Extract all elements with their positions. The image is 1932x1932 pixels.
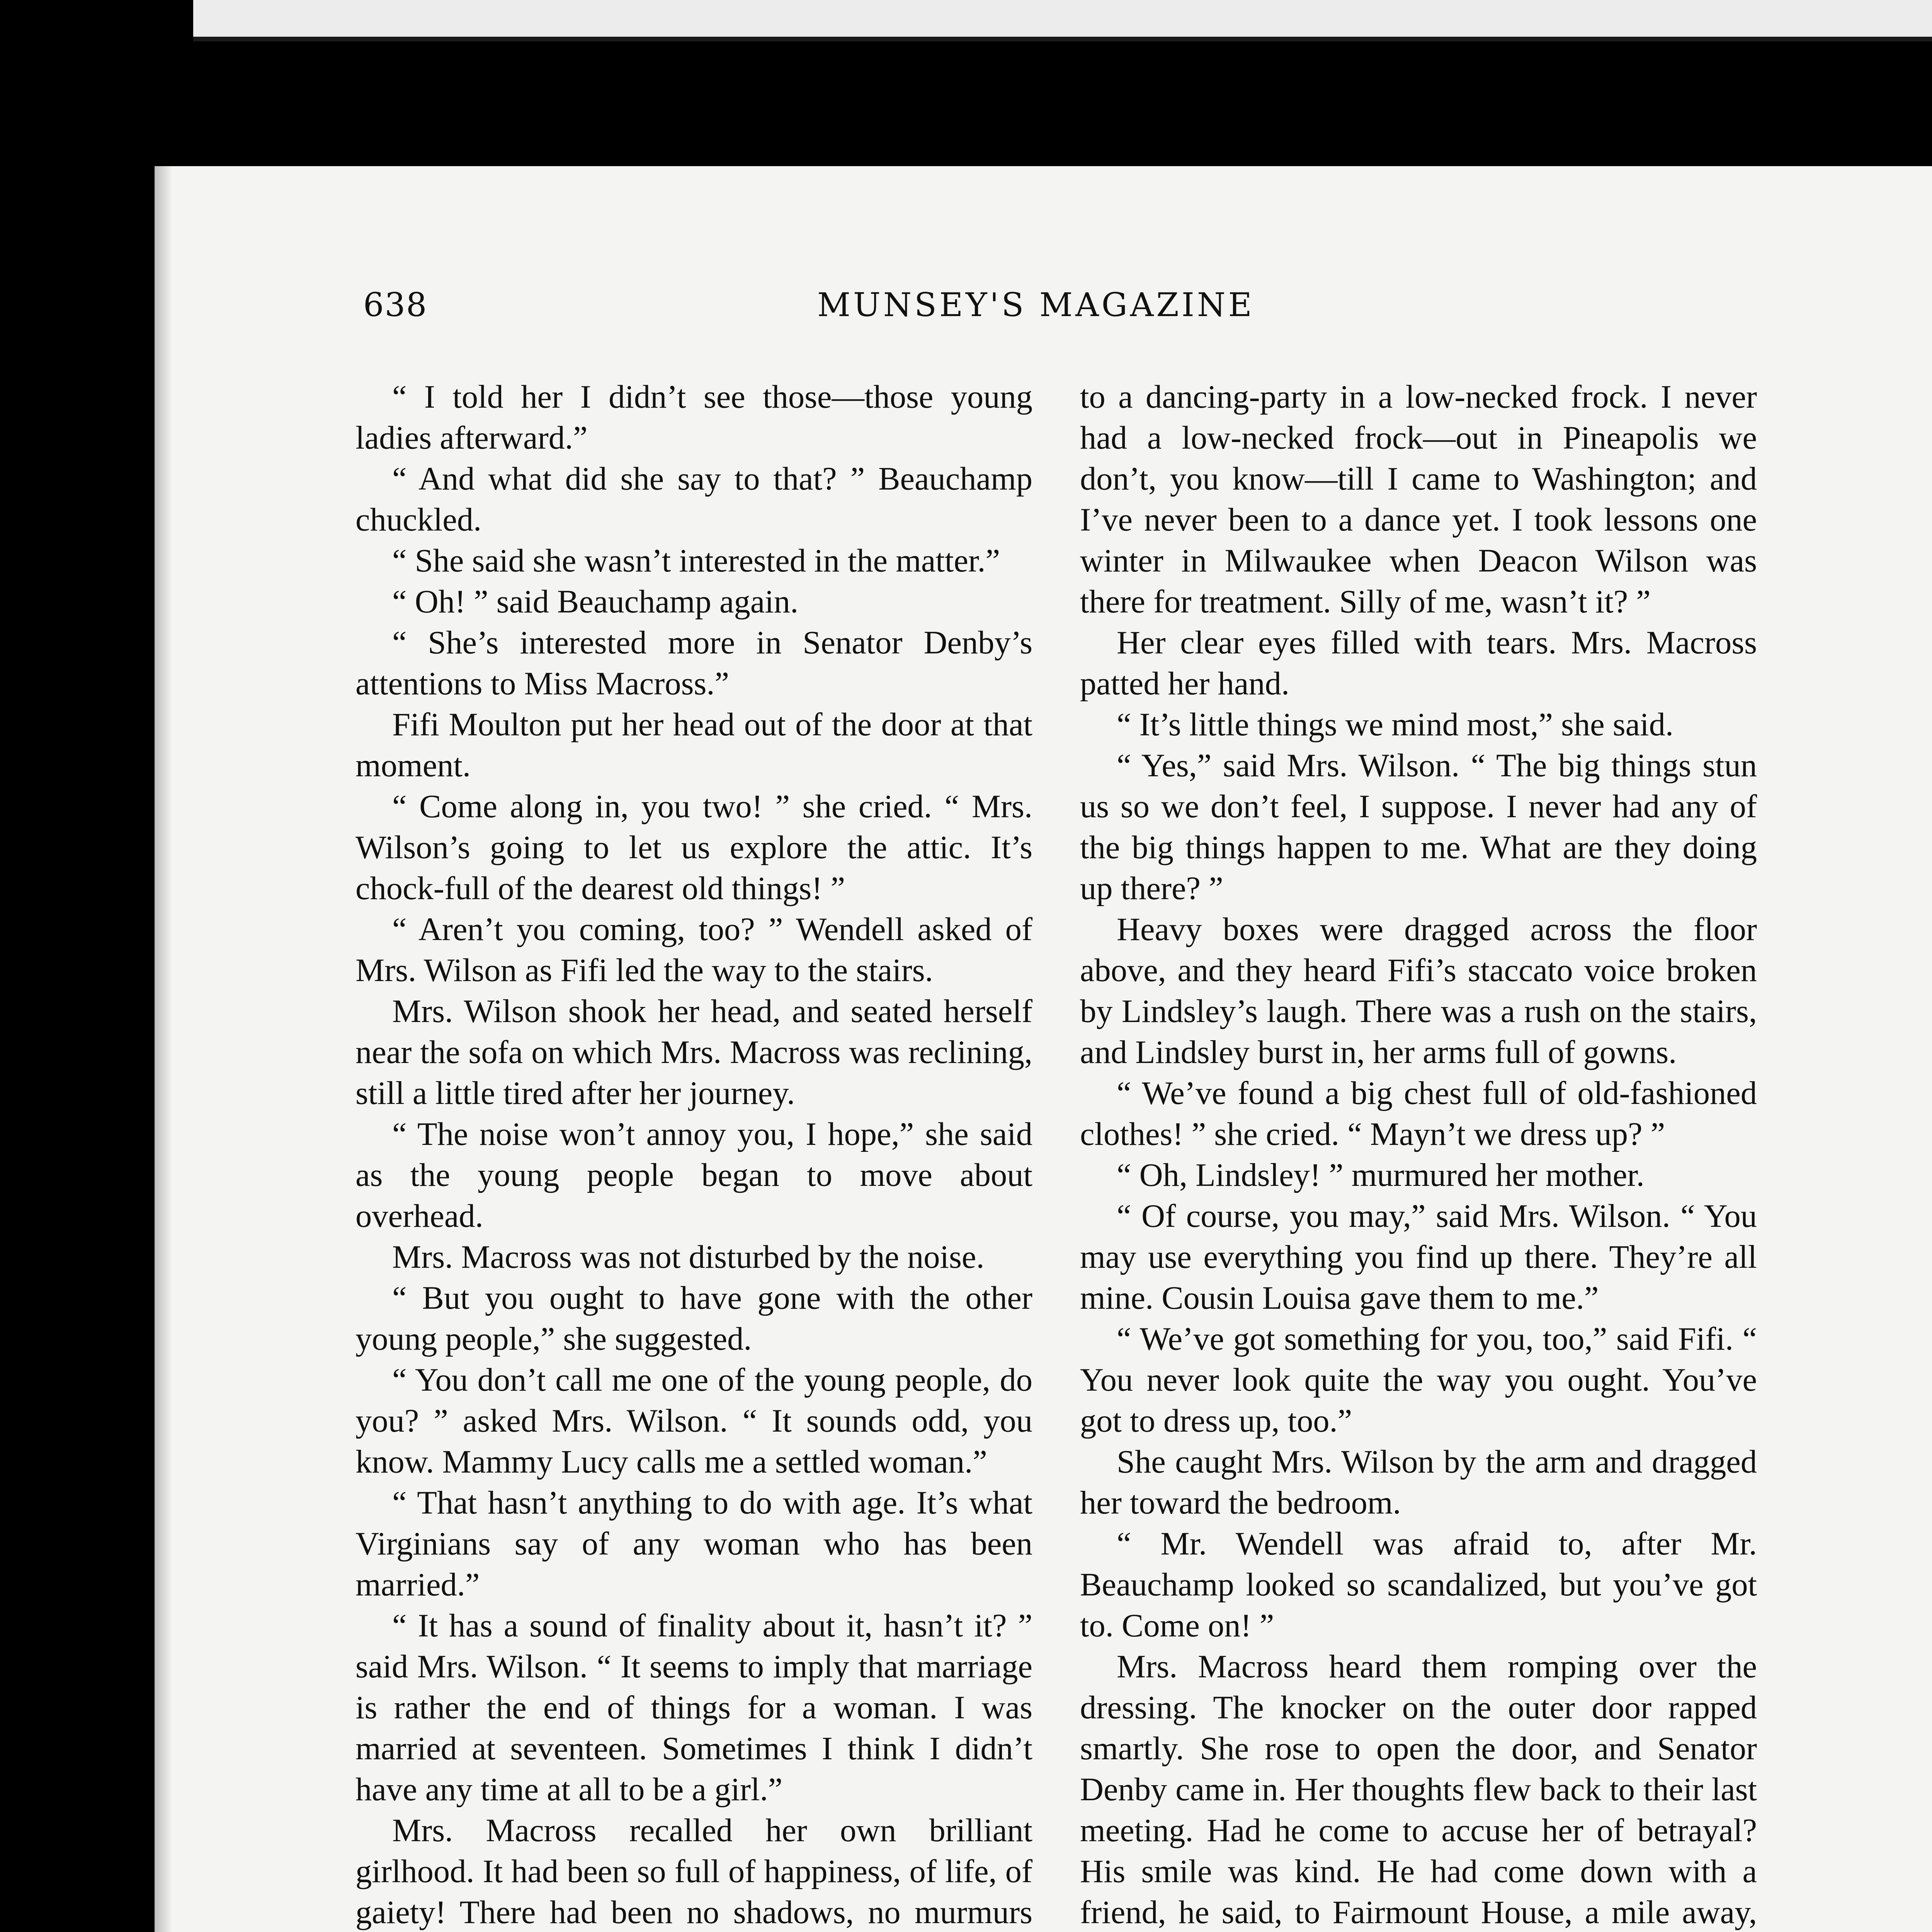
- paragraph: Mrs. Macross heard them romping over the dressing. The knocker on the outer door rapped smartly. She rose to open the door, and Senator Denby came in. Her thoughts flew back to their last meeting. Had he come to accuse her of betrayal? His smile was kind. He had come down with a friend, he said, to Fairmount House, a mile away,: [1080, 1649, 1757, 1930]
- page-left-shadow: [155, 166, 172, 1932]
- page-header: [363, 286, 1341, 332]
- paragraph: “ You don’t call me one of the young people, do you? ” asked Mrs. Wilson. “ It sounds odd, you know. Mammy Lucy calls me a settled woman.”: [355, 1362, 1032, 1480]
- page-number: 638: [363, 286, 428, 324]
- paragraph: “ It’s little things we mind most,” she said.: [1117, 707, 1674, 743]
- paragraph: “ We’ve got something for you, too,” said Fifi. “ You never look quite the way you ought. You’ve got to dress up, too.”: [1080, 1321, 1757, 1439]
- paragraph: “ Come along in, you two! ” she cried. “ Mrs. Wilson’s going to let us explore the attic. It’s chock-full of the dearest old things! ”: [355, 789, 1032, 906]
- previous-page-edge: [193, 0, 1932, 41]
- paragraph: “ That hasn’t anything to do with age. It’s what Virginians say of any woman who has been married.”: [355, 1485, 1032, 1603]
- paragraph: She caught Mrs. Wilson by the arm and dragged her toward the bedroom.: [1080, 1444, 1757, 1521]
- paragraph: “ She’s interested more in Senator Denby’s attentions to Miss Macross.”: [355, 625, 1032, 702]
- paragraph: Mrs. Macross was not disturbed by the noise.: [392, 1239, 985, 1275]
- paragraph: “ I told her I didn’t see those—those young ladies afterward.”: [355, 379, 1032, 456]
- paragraph: Her clear eyes filled with tears. Mrs. Macross patted her hand.: [1080, 625, 1757, 702]
- paragraph: “ Oh, Lindsley! ” murmured her mother.: [1117, 1157, 1645, 1193]
- paragraph: Fifi Moulton put her head out of the door at that moment.: [355, 707, 1032, 784]
- paragraph-continued: to a dancing-party in a low-necked frock. I never had a low-necked frock—out in Pineapolis we don’t, you know—till I came to Washington; and I’ve never been to a dance yet. I took lessons one winter in Milwaukee when Deacon Wilson was there for treatment. Silly of me, wasn’t it? ”: [1080, 379, 1757, 620]
- paragraph: “ Oh! ” said Beauchamp again.: [392, 584, 799, 620]
- paragraph: “ She said she wasn’t interested in the matter.”: [392, 543, 1000, 579]
- paragraph: Mrs. Macross recalled her own brilliant girlhood. It had been so full of happiness, of life, of gaiety! There had been no shadows, no murmurs: [355, 1813, 1032, 1930]
- paragraph: “ We’ve found a big chest full of old-fashioned clothes! ” she cried. “ Mayn’t we dress up? ”: [1080, 1075, 1757, 1152]
- paragraph: “ Mr. Wendell was afraid to, after Mr. Beauchamp looked so scandalized, but you’ve got to. Come on! ”: [1080, 1526, 1757, 1644]
- paragraph: “ Of course, you may,” said Mrs. Wilson. “ You may use everything you find up there. They’re all mine. Cousin Louisa gave them to me.”: [1080, 1198, 1757, 1316]
- right-column: [1080, 377, 1757, 1932]
- left-column: [355, 377, 1032, 1932]
- paragraph: “ Yes,” said Mrs. Wilson. “ The big things stun us so we don’t feel, I suppose. I never had any of the big things happen to me. What are they doing up there? ”: [1080, 748, 1757, 906]
- paragraph: “ But you ought to have gone with the other young people,” she suggested.: [355, 1280, 1032, 1357]
- paragraph: “ Aren’t you coming, too? ” Wendell asked of Mrs. Wilson as Fifi led the way to the stairs.: [355, 912, 1032, 988]
- paragraph: “ And what did she say to that? ” Beauchamp chuckled.: [355, 461, 1032, 538]
- paragraph: Mrs. Wilson shook her head, and seated herself near the sofa on which Mrs. Macross was reclining, still a little tired after her journey.: [355, 993, 1032, 1111]
- running-head: MUNSEY'S MAGAZINE: [817, 286, 1255, 324]
- paragraph: “ The noise won’t annoy you, I hope,” she said as the young people began to move about overhead.: [355, 1116, 1032, 1234]
- paragraph: Heavy boxes were dragged across the floor above, and they heard Fifi’s staccato voice broken by Lindsley’s laugh. There was a rush on the stairs, and Lindsley burst in, her arms full of gowns.: [1080, 912, 1757, 1070]
- paragraph: “ It has a sound of finality about it, hasn’t it? ” said Mrs. Wilson. “ It seems to imply that marriage is rather the end of things for a woman. I was married at seventeen. Sometimes I think I didn’t have any time at all to be a girl.”: [355, 1608, 1032, 1808]
